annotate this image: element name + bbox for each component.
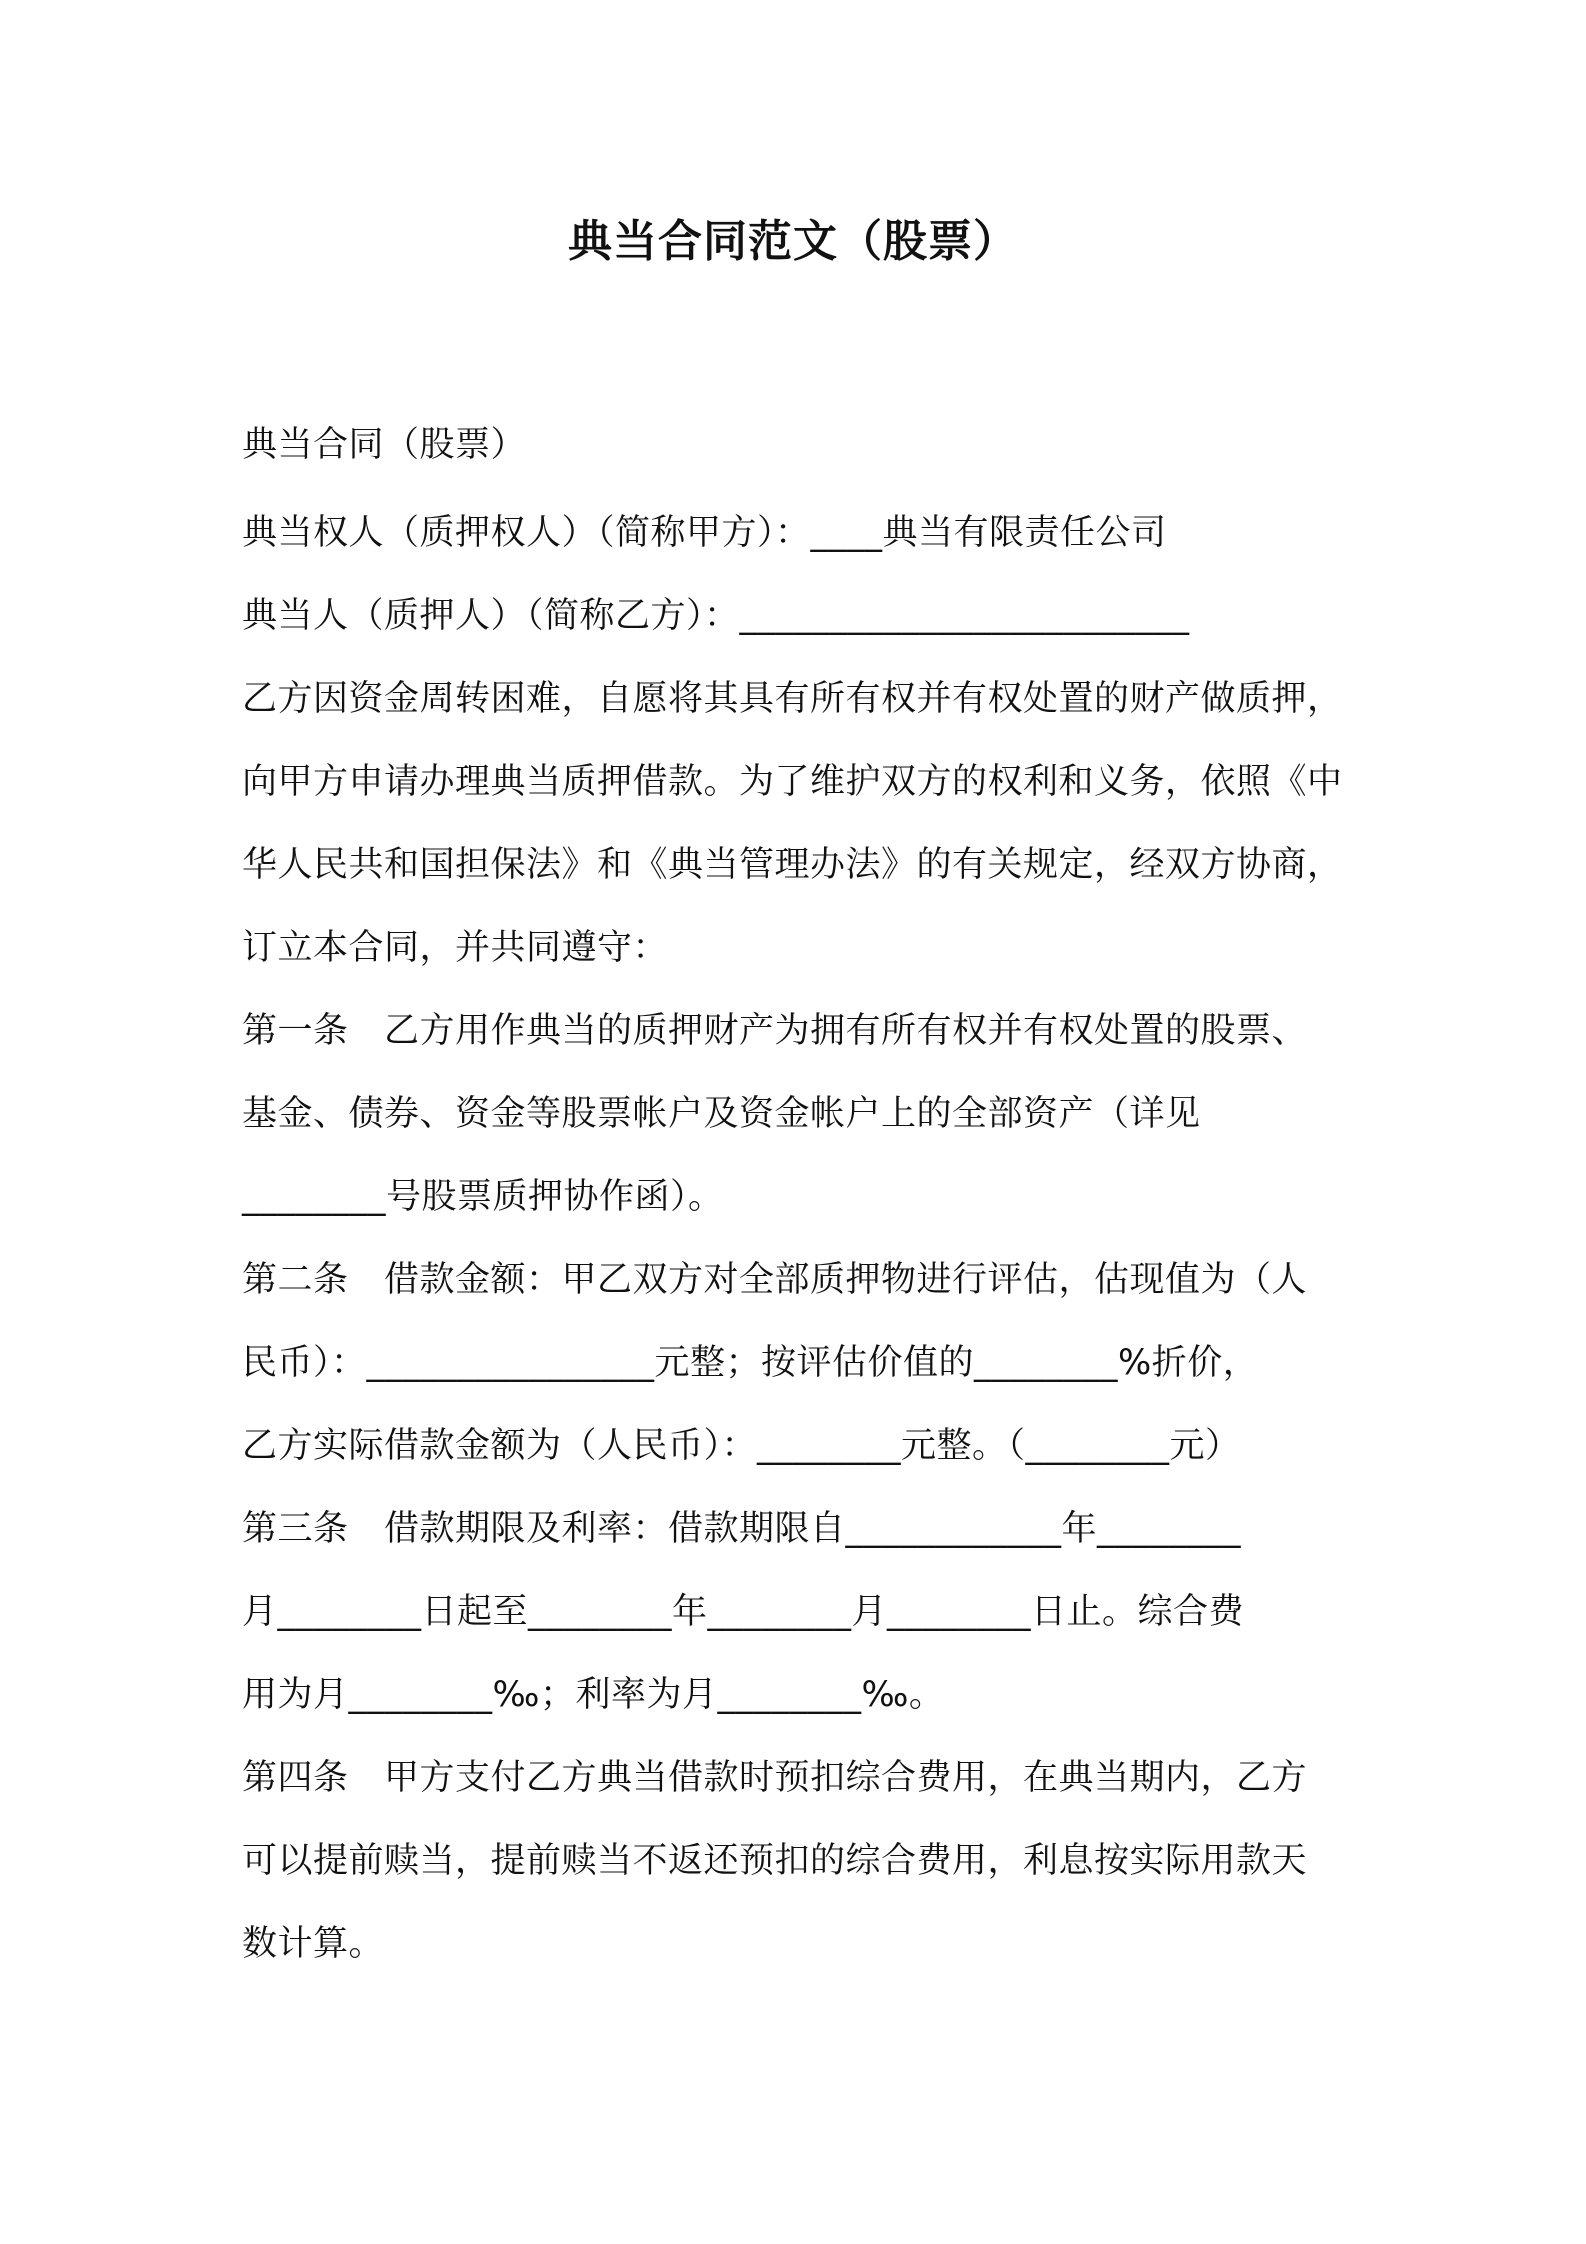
article-1-line: ________号股票质押协作函）。 (242, 1177, 724, 1217)
preamble-line: 乙方因资金周转困难，自愿将其具有所有权并有权处置的财产做质押， (242, 679, 1343, 719)
article-2-line: 第二条 借款金额：甲乙双方对全部质押物进行评估，估现值为（人 (242, 1260, 1308, 1300)
article-2-line: 乙方实际借款金额为（人民币）：________元整。（________元） (242, 1426, 1241, 1466)
article-4-line: 可以提前赎当，提前赎当不返还预扣的综合费用，利息按实际用款天 (242, 1841, 1308, 1881)
preamble-line: 订立本合同，并共同遵守： (242, 928, 669, 968)
contract-body (242, 404, 1372, 1986)
party-b-line: 典当人（质押人）（简称乙方）：_________________________ (242, 596, 1190, 636)
preamble-line: 向甲方申请办理典当质押借款。为了维护双方的权利和义务，依照《中 (242, 762, 1343, 802)
article-3-line: 月________日起至________年________月________日止。综合费 (242, 1592, 1245, 1632)
article-4-line: 数计算。 (242, 1924, 385, 1964)
contract-subtitle: 典当合同（股票） (242, 425, 527, 465)
document-title: 典当合同范文（股票） (568, 216, 1018, 267)
article-2-line: 民币）：________________元整；按评估价值的________%折价， (242, 1343, 1259, 1383)
preamble-line: 华人民共和国担保法》和《典当管理办法》的有关规定，经双方协商， (242, 845, 1343, 885)
article-3-line: 用为月________‰；利率为月________‰。 (242, 1675, 945, 1715)
article-1-line: 基金、债券、资金等股票帐户及资金帐户上的全部资产（详见 (242, 1094, 1201, 1134)
article-1-line: 第一条 乙方用作典当的质押财产为拥有所有权并有权处置的股票、 (242, 1011, 1308, 1051)
article-3-line: 第三条 借款期限及利率：借款期限自____________年________ (242, 1509, 1242, 1549)
article-4-line: 第四条 甲方支付乙方典当借款时预扣综合费用，在典当期内，乙方 (242, 1758, 1308, 1798)
party-a-line: 典当权人（质押权人）（简称甲方）：____典当有限责任公司 (242, 513, 1167, 553)
